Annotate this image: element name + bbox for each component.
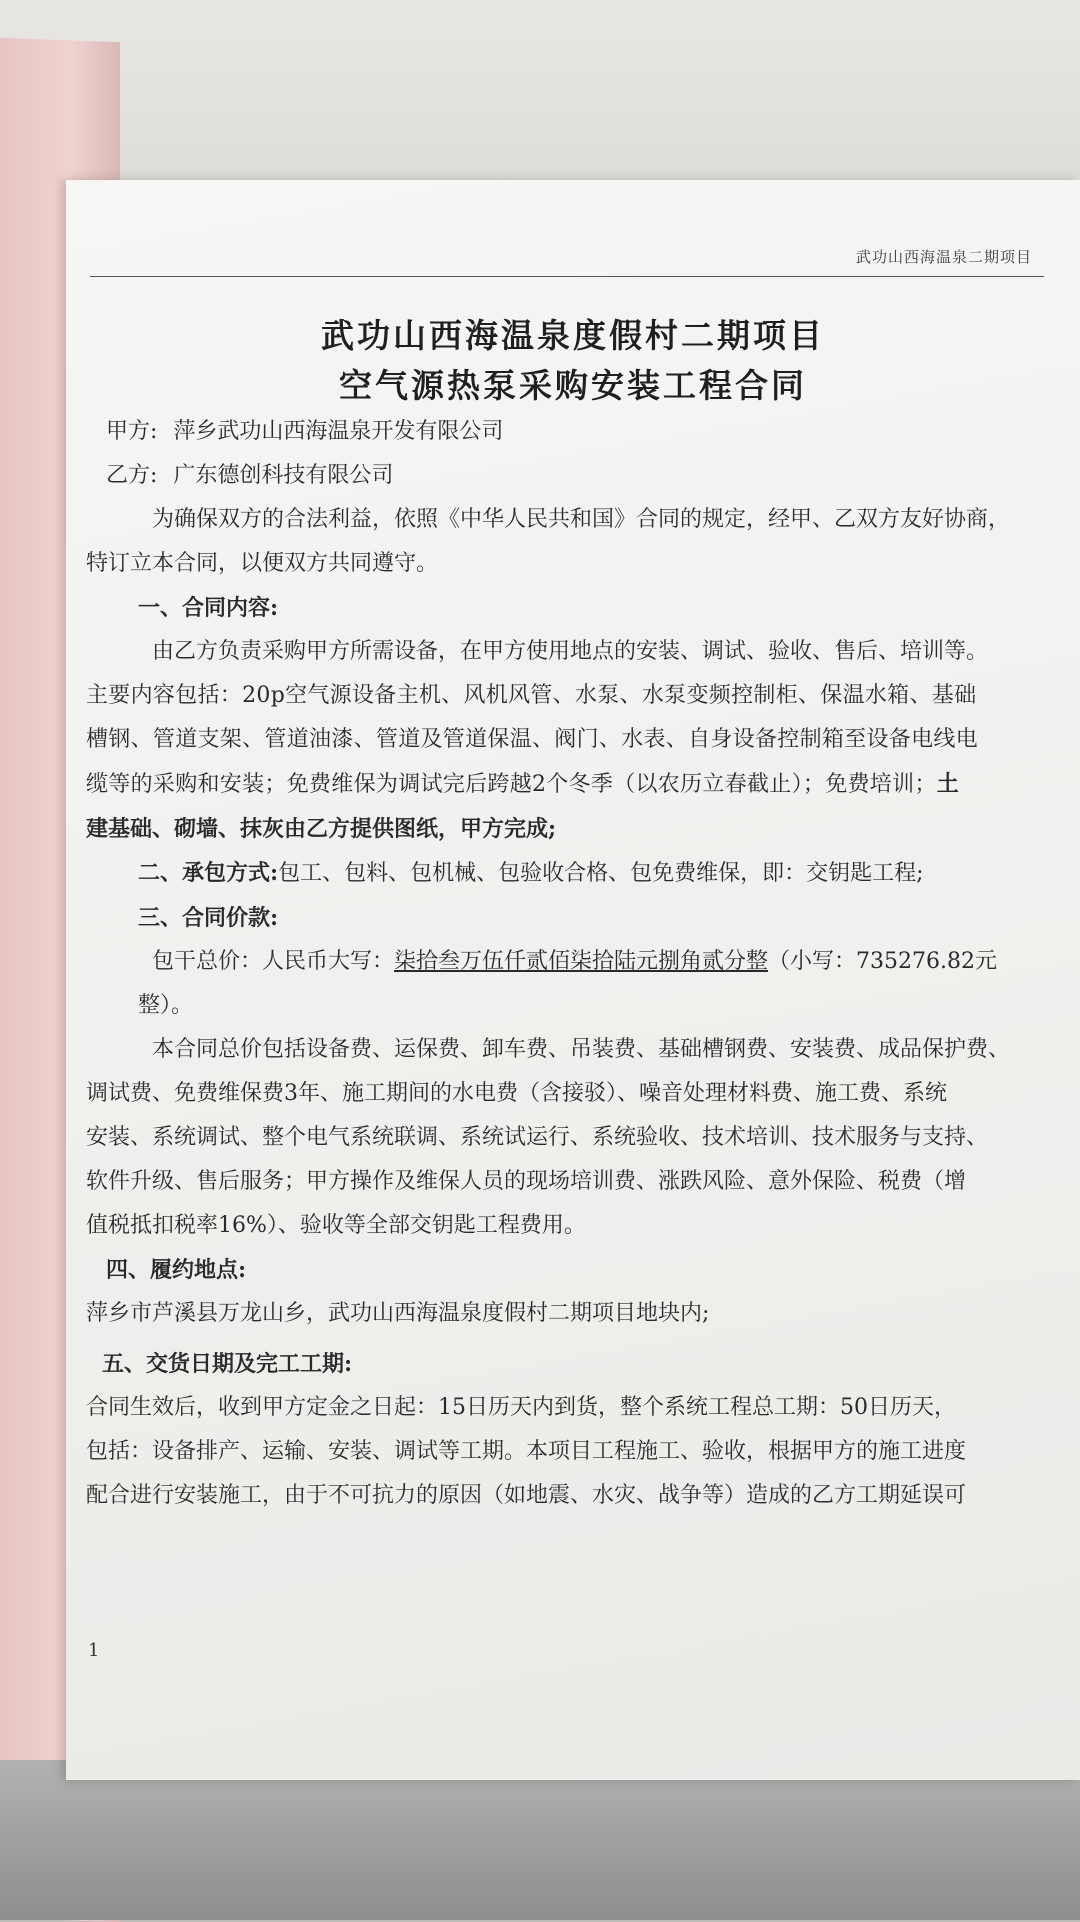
price-label: 包干总价：人民币大写： [152, 949, 395, 974]
section-text: 槽钢、管道支架、管道油漆、管道及管道保温、阀门、水表、自身设备控制箱至设备电线电 [86, 727, 979, 752]
section-text-part: 缆等的采购和安装；免费维保为调试完后跨越2个冬季（以农历立春截止）；免费培训； [86, 772, 937, 797]
section-text: 本合同总价包括设备费、运保费、卸车费、吊装费、基础槽钢费、安装费、成品保护费、 [152, 1037, 1011, 1062]
section-text: 合同生效后，收到甲方定金之日起：15日历天内到货，整个系统工程总工期：50日历天， [86, 1395, 956, 1420]
section-text: 萍乡市芦溪县万龙山乡，武功山西海温泉度假村二期项目地块内; [86, 1301, 710, 1326]
section-contracting-mode [86, 851, 1058, 896]
price-line-end: 整）。 [138, 993, 194, 1018]
section-text: 由乙方负责采购甲方所需设备，在甲方使用地点的安装、调试、验收、售后、培训等。 [152, 639, 989, 664]
section-heading-content: 一、合同内容: [138, 595, 279, 621]
party-b-name: 广东德创科技有限公司 [173, 463, 394, 488]
price-lower: （小写：735276.82元 [768, 949, 998, 974]
section-text: 软件升级、售后服务；甲方操作及维保人员的现场培训费、涨跌风险、意外保险、税费（增 [86, 1169, 967, 1194]
section-text: 主要内容包括：20p空气源设备主机、风机风管、水泵、水泵变频控制柜、保温水箱、基础 [86, 683, 977, 708]
intro-line: 为确保双方的合法利益，依照《中华人民共和国》合同的规定，经甲、乙双方友好协商， [152, 507, 1011, 532]
running-header: 武功山西海温泉二期项目 [855, 248, 1032, 266]
intro-line: 特订立本合同，以便双方共同遵守。 [86, 551, 439, 576]
party-b [86, 454, 1058, 498]
party-a [86, 410, 1058, 454]
section-text: 值税抵扣税率16%）、验收等全部交钥匙工程费用。 [86, 1213, 586, 1238]
section-text [86, 762, 1058, 807]
section-heading-location: 四、履约地点: [106, 1257, 247, 1283]
section-text-bold: 建基础、砌墙、抹灰由乙方提供图纸，甲方完成; [86, 816, 557, 842]
price-upper: 柒拾叁万伍仟贰佰柒拾陆元捌角贰分整 [394, 949, 769, 974]
price-line [86, 940, 1058, 984]
section-text-bold: 土 [936, 771, 960, 797]
party-a-name: 萍乡武功山西海温泉开发有限公司 [173, 419, 504, 444]
party-b-label: 乙方: [106, 463, 158, 488]
section-heading-price: 三、合同价款: [138, 905, 279, 931]
section-heading-schedule: 五、交货日期及完工工期: [102, 1351, 353, 1377]
section-heading-mode: 二、承包方式: [138, 860, 279, 886]
contract-page [66, 180, 1080, 1780]
section-text: 调试费、免费维保费3年、施工期间的水电费（含接驳）、噪音处理材料费、施工费、系统 [86, 1081, 948, 1106]
section-text: 包括：设备排产、运输、安装、调试等工期。本项目工程施工、验收，根据甲方的施工进度 [86, 1439, 967, 1464]
section-text: 包工、包料、包机械、包验收合格、包免费维保，即：交钥匙工程; [278, 861, 924, 886]
page-number: 1 [88, 1640, 100, 1661]
section-text: 配合进行安装施工，由于不可抗力的原因（如地震、水灾、战争等）造成的乙方工期延误可 [86, 1483, 967, 1508]
section-text: 安装、系统调试、整个电气系统联调、系统试运行、系统验收、技术培训、技术服务与支持、 [86, 1125, 989, 1150]
party-a-label: 甲方: [106, 419, 158, 444]
contract-body [86, 410, 1058, 1518]
background-table [0, 1760, 1080, 1920]
background-wall [0, 0, 1080, 210]
header-rule [90, 276, 1044, 277]
document-title-line2: 空气源热泵采购安装工程合同 [339, 366, 807, 405]
document-title-line1: 武功山西海温泉度假村二期项目 [321, 316, 825, 355]
